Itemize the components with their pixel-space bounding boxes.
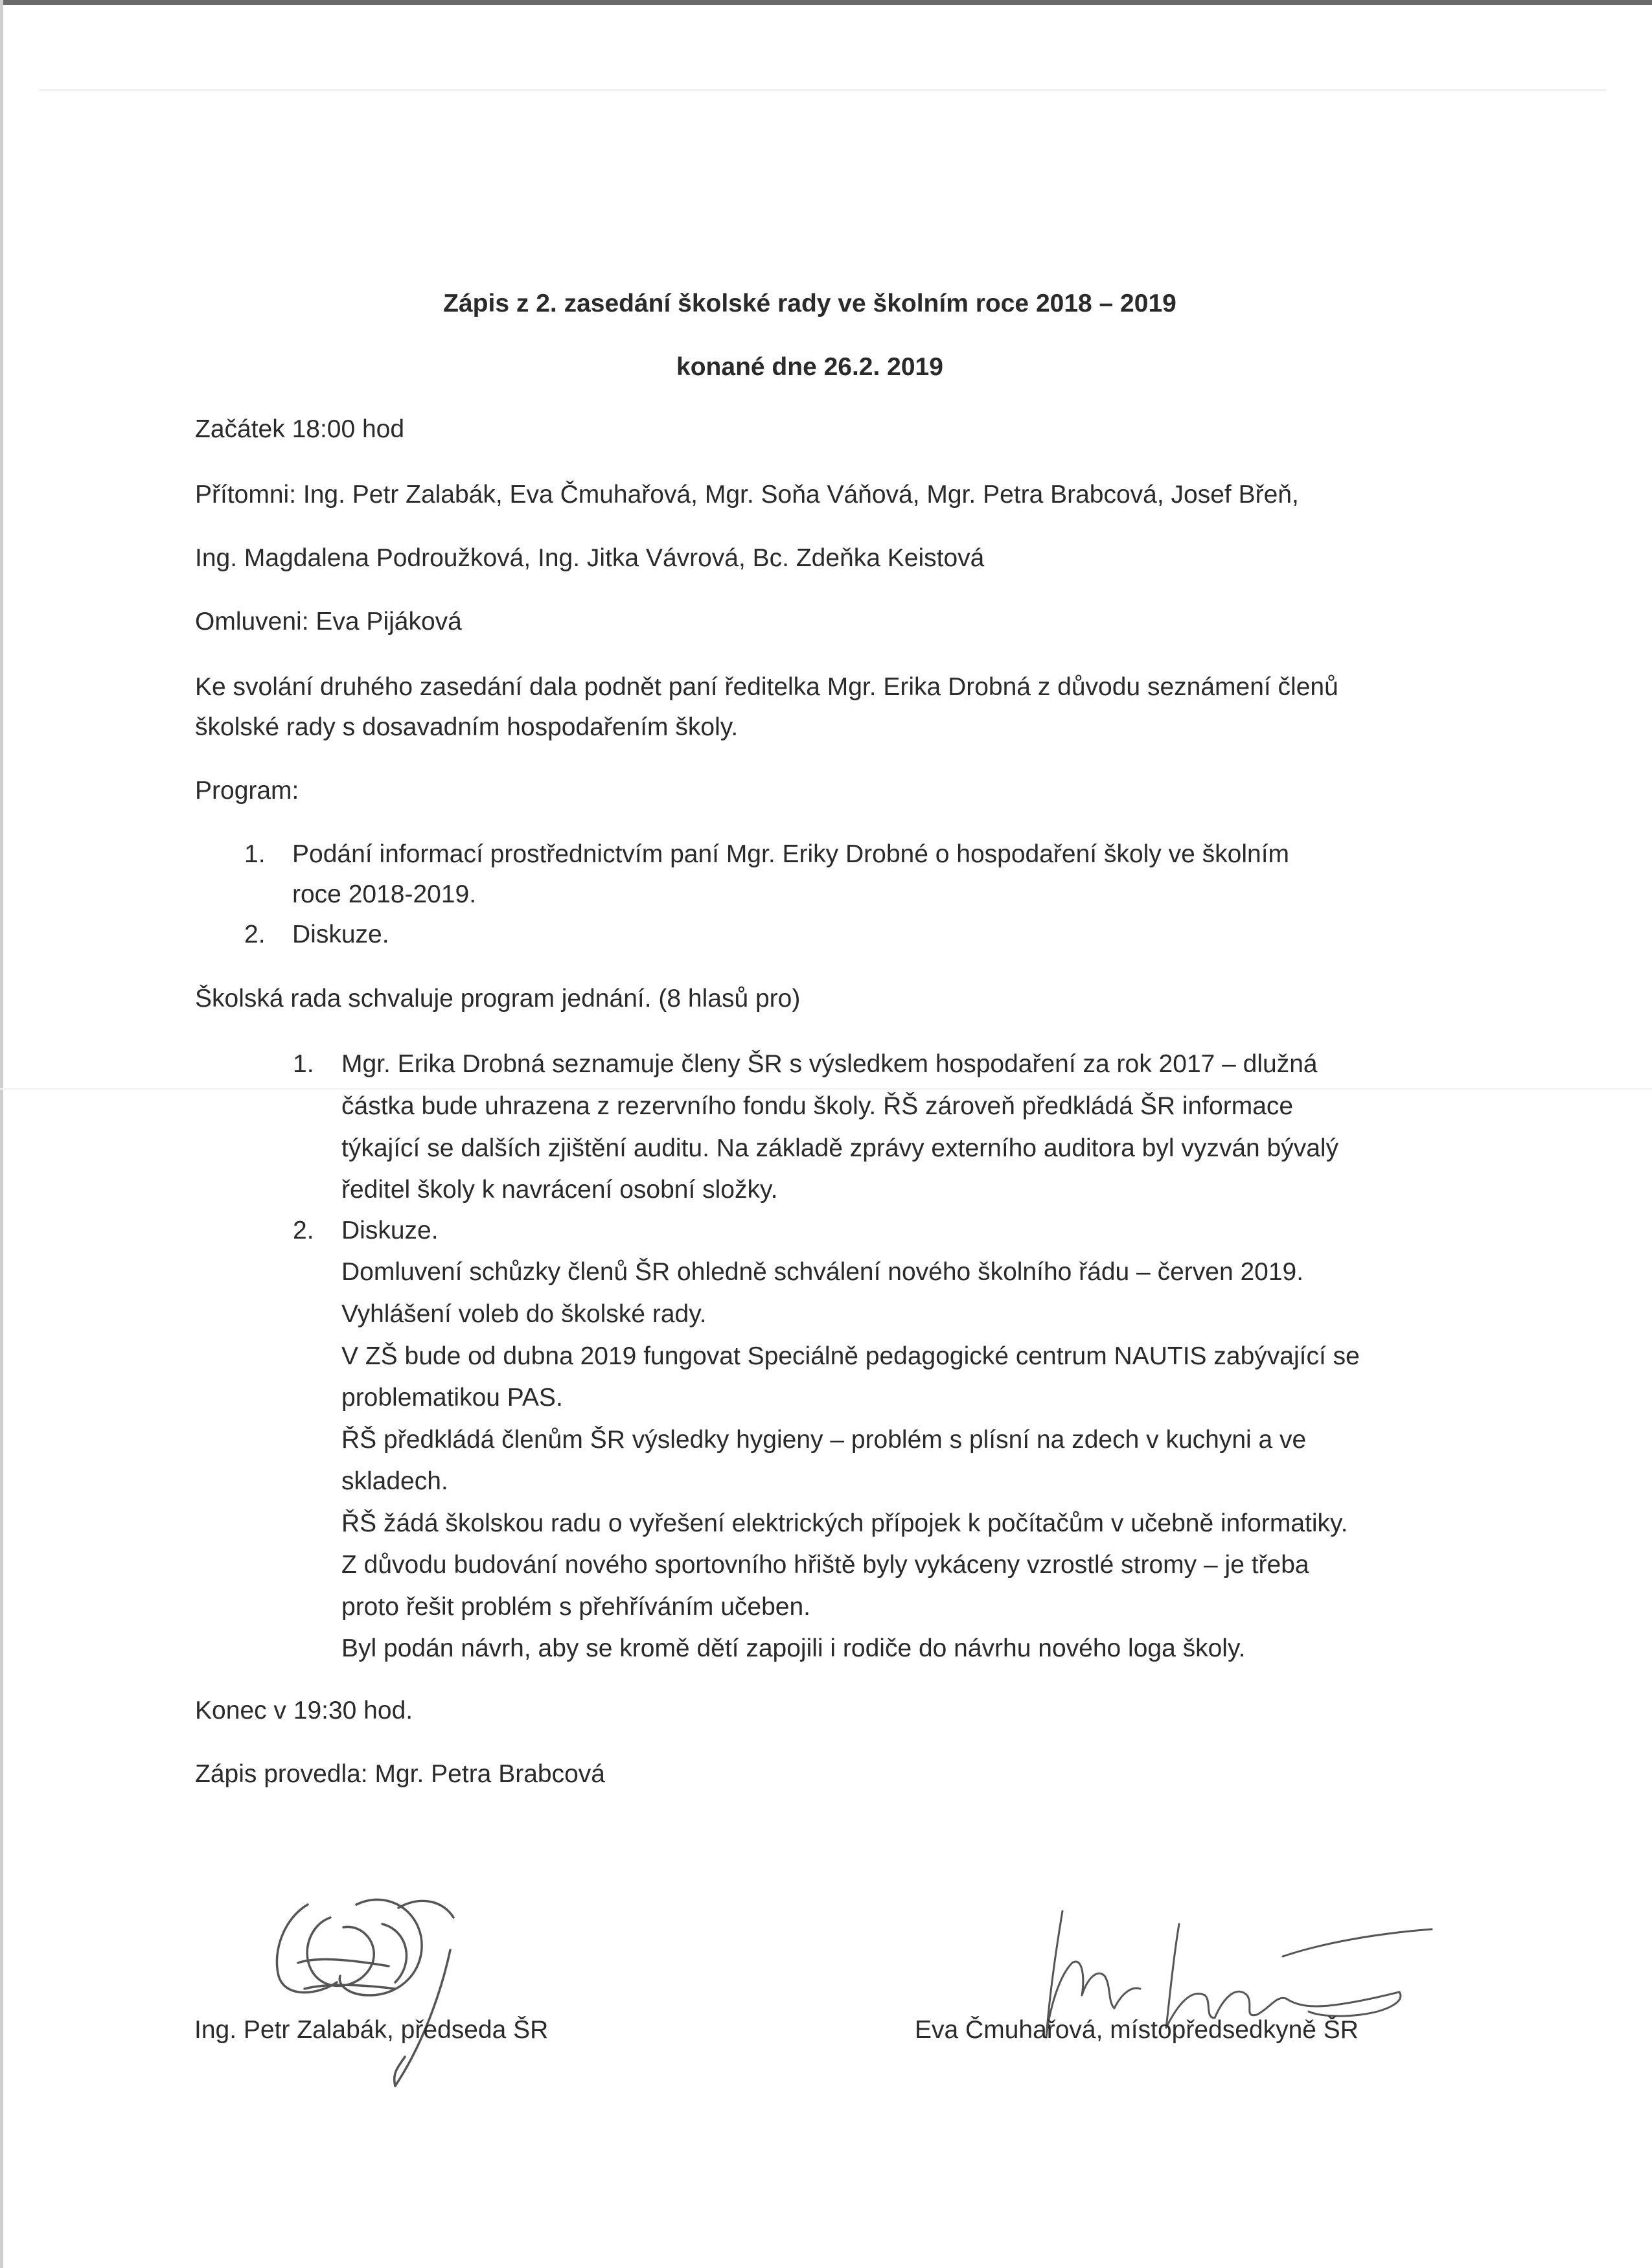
excused-line: Omluveni: Eva Pijáková	[195, 608, 462, 636]
minutes-item-line: částka bude uhrazena z rezervního fondu školy. ŘŠ zároveň předkládá ŠR informace	[341, 1092, 1294, 1120]
minutes-item-line: Domluvení schůzky členů ŠR ohledně schválení nového školního řádu – červen 2019.	[341, 1258, 1304, 1286]
intro-line-1: Ke svolání druhého zasedání dala podnět paní ředitelka Mgr. Erika Drobná z důvodu seznámení členů	[195, 673, 1338, 701]
minutes-item-line: Diskuze.	[341, 1217, 439, 1244]
minutes-item-line: Vyhlášení voleb do školské rady.	[341, 1300, 707, 1328]
program-label: Program:	[195, 777, 299, 805]
program-item-line: Podání informací prostřednictvím paní Mgr. Eriky Drobné o hospodaření školy ve školním	[292, 840, 1290, 868]
present-line-2: Ing. Magdalena Podroužková, Ing. Jitka Vávrová, Bc. Zdeňka Keistová	[195, 544, 985, 572]
start-time: Začátek 18:00 hod	[195, 415, 405, 443]
document-subtitle: konané dne 26.2. 2019	[676, 353, 943, 381]
minutes-item-line: ředitel školy k navrácení osobní složky.	[341, 1176, 778, 1204]
minutes-item-line: Z důvodu budování nového sportovního hřiště byly vykáceny vzrostlé stromy – je třeba	[341, 1551, 1309, 1579]
program-item-number: 1.	[244, 840, 266, 868]
minutes-item-line: skladech.	[341, 1467, 448, 1495]
program-item-line: Diskuze.	[292, 921, 389, 948]
program-item-line: roce 2018-2019.	[292, 880, 477, 908]
signature-vice-chair-name: Eva Čmuhařová, místopředsedkyně ŠR	[915, 2016, 1359, 2044]
minutes-item-number: 2.	[293, 1217, 314, 1244]
approval-line: Školská rada schvaluje program jednání. (8 hlasů pro)	[195, 985, 801, 1013]
minutes-item-line: ŘŠ žádá školskou radu o vyřešení elektrických přípojek k počítačům v učebně informatiky.	[341, 1509, 1348, 1537]
end-time: Konec v 19:30 hod.	[195, 1697, 413, 1724]
minutes-item-line: Mgr. Erika Drobná seznamuje členy ŠR s výsledkem hospodaření za rok 2017 – dlužná	[341, 1050, 1318, 1078]
intro-line-2: školské rady s dosavadním hospodařením školy.	[195, 713, 739, 741]
document-title: Zápis z 2. zasedání školské rady ve školním roce 2018 – 2019	[443, 290, 1176, 317]
minutes-item-number: 1.	[293, 1050, 314, 1078]
minutes-item-line: V ZŠ bude od dubna 2019 fungovat Speciálně pedagogické centrum NAUTIS zabývající se	[341, 1342, 1360, 1370]
recorded-by: Zápis provedla: Mgr. Petra Brabcová	[195, 1760, 605, 1788]
minutes-item-line: ŘŠ předkládá členům ŠR výsledky hygieny – problém s plísní na zdech v kuchyni a ve	[341, 1426, 1307, 1454]
signature-chairman-name: Ing. Petr Zalabák, předseda ŠR	[194, 2016, 549, 2044]
program-item-number: 2.	[244, 921, 266, 948]
minutes-item-line: problematikou PAS.	[341, 1384, 563, 1412]
minutes-item-line: Byl podán návrh, aby se kromě dětí zapojili i rodiče do návrhu nového loga školy.	[341, 1634, 1246, 1662]
minutes-item-line: týkající se dalších zjištění auditu. Na základě zprávy externího auditora byl vyzván bývalý	[341, 1134, 1339, 1162]
signature-chairman-mark	[259, 1879, 492, 2102]
minutes-item-line: proto řešit problém s přehříváním učeben.	[341, 1593, 811, 1621]
present-line-1: Přítomni: Ing. Petr Zalabák, Eva Čmuhařová, Mgr. Soňa Váňová, Mgr. Petra Brabcová, Josef Břeň,	[195, 481, 1299, 509]
